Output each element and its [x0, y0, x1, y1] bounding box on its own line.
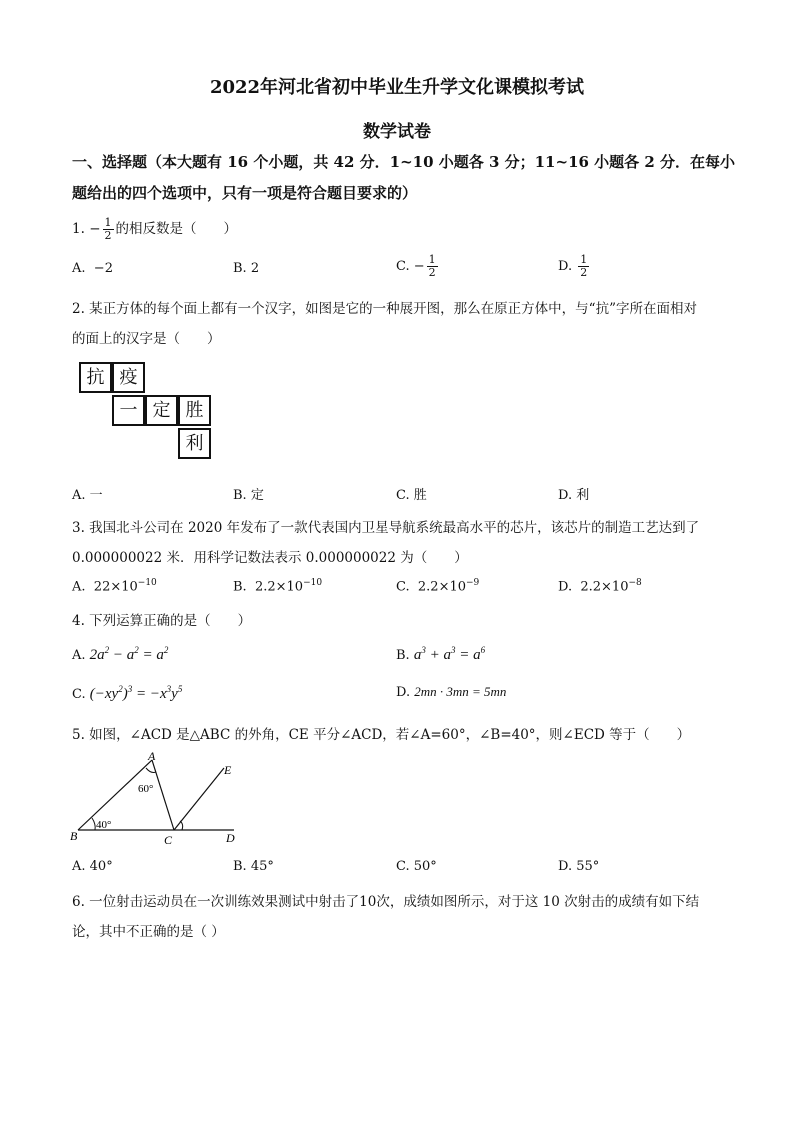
option-label: D.: [558, 488, 573, 503]
math-expression: $2a^2 - a^2 = a^2$: [89, 645, 169, 663]
fraction: [103, 217, 114, 242]
fraction-denominator: 2: [104, 229, 112, 242]
option-label: A.: [72, 648, 86, 663]
q1-option-a: [72, 261, 113, 276]
angle-b-label: 40°: [96, 819, 112, 831]
option-label: B.: [233, 261, 247, 276]
q4-option-b: [396, 645, 485, 664]
option-label: B.: [396, 648, 410, 663]
math-expression: 2mn · 3mn = 5mn: [414, 684, 507, 699]
option-base: 22×10: [93, 579, 138, 595]
label-b: B: [70, 829, 78, 843]
label-d: D: [226, 831, 235, 845]
fraction-numerator: 1: [428, 253, 436, 266]
q4-option-a: [72, 645, 168, 664]
fraction: [427, 254, 438, 279]
q5-option-d: D. 55°: [558, 859, 600, 874]
fraction-denominator: 2: [428, 266, 436, 279]
math-expression: $(-xy^2)^3 = -x^3y^5$: [89, 684, 183, 702]
q2-option-a: [72, 484, 103, 503]
angle-b-arc: [92, 818, 95, 830]
option-base: 2.2×10: [254, 579, 304, 595]
option-label: C.: [72, 687, 86, 702]
option-label: C.: [396, 488, 410, 503]
option-value: 定: [250, 488, 264, 503]
question-3-line2: 0.000000022 米．用科学记数法表示 0.000000022 为（ ）: [72, 550, 468, 566]
q3-option-c: [396, 578, 479, 594]
option-exponent: −10: [137, 578, 157, 588]
option-value: 胜: [413, 488, 427, 503]
question-3-line1: 3. 我国北斗公司在 2020 年发布了一款代表国内卫星导航系统最高水平的芯片，该芯片的制造工艺达到了: [72, 520, 700, 536]
net-cell: 胜: [178, 395, 211, 426]
option-label: D.: [396, 685, 411, 700]
question-2-line1: 2. 某正方体的每个面上都有一个汉字，如图是它的一种展开图，那么在原正方体中，与“抗”字所在面相对: [72, 301, 697, 317]
option-label: C.: [396, 579, 410, 595]
question-6-line2: 论，其中不正确的是（ ）: [72, 924, 225, 940]
option-value: 利: [576, 488, 590, 503]
option-label: A.: [72, 261, 86, 276]
segment-ab: [78, 760, 152, 830]
q5-option-b: B. 45°: [233, 859, 274, 874]
q5-option-a: A. 40°: [72, 859, 113, 874]
question-text: 的相反数是（ ）: [115, 221, 237, 237]
label-a: A: [148, 750, 156, 763]
net-cell: 定: [145, 395, 178, 426]
label-c: C: [164, 833, 173, 847]
q2-option-c: [396, 484, 427, 503]
option-label: D.: [558, 259, 573, 274]
q3-option-b: [233, 578, 322, 594]
option-value: 2: [250, 261, 260, 276]
option-base: 2.2×10: [580, 579, 629, 595]
question-1-stem: [72, 217, 237, 242]
question-4-stem: 4. 下列运算正确的是（ ）: [72, 613, 252, 629]
q5-option-c: C. 50°: [396, 859, 437, 874]
q3-option-a: [72, 578, 157, 594]
q4-option-c: [72, 684, 182, 703]
option-label: B.: [233, 579, 247, 595]
question-number: 1.: [72, 221, 85, 237]
fraction: [578, 254, 589, 279]
net-cell: 疫: [112, 362, 145, 393]
page-title: 2022年河北省初中毕业生升学文化课模拟考试: [209, 77, 585, 98]
q2-option-b: [233, 484, 264, 503]
option-label: A.: [72, 579, 86, 595]
angle-a-label: 60°: [138, 783, 154, 795]
option-value: 一: [89, 488, 103, 503]
math-expression: $a^3 + a^3 = a^6$: [413, 645, 486, 663]
section-heading-line1: 一、选择题（本大题有 16 个小题，共 42 分．1~10 小题各 3 分；11~16 小题各 2 分．在每小: [72, 153, 736, 171]
option-exponent: −8: [628, 578, 642, 588]
section-heading-line2: 题给出的四个选项中，只有一项是符合题目要求的）: [72, 184, 418, 202]
ray-ce: [174, 768, 224, 830]
option-label: A.: [72, 488, 86, 503]
q3-option-d: [558, 578, 642, 594]
q2-option-d: [558, 484, 589, 503]
fraction-denominator: 2: [580, 266, 588, 279]
page-subtitle: 数学试卷: [363, 122, 431, 142]
triangle-figure: [68, 750, 248, 850]
minus-sign: −: [89, 221, 101, 237]
option-label: C.: [396, 259, 410, 274]
question-6-line1: 6. 一位射击运动员在一次训练效果测试中射击了10次，成绩如图所示，对于这 10 次射击的成绩有如下结: [72, 894, 700, 910]
net-cell: 一: [112, 395, 145, 426]
fraction-numerator: 1: [104, 216, 112, 229]
option-exponent: −10: [303, 578, 323, 588]
q1-option-b: [233, 261, 259, 276]
segment-ac: [152, 760, 174, 830]
question-5-stem: 5. 如图，∠ACD 是△ABC 的外角，CE 平分∠ACD，若∠A=60°，∠B=40°，则∠ECD 等于（ ）: [72, 727, 691, 743]
option-exponent: −9: [466, 578, 480, 588]
q1-option-d: [558, 254, 591, 279]
net-cell: 抗: [79, 362, 112, 393]
fraction-numerator: 1: [580, 253, 588, 266]
minus-sign: −: [413, 259, 425, 274]
net-cell: 利: [178, 428, 211, 459]
q1-option-c: [396, 254, 440, 279]
option-label: B.: [233, 488, 247, 503]
option-value: −2: [93, 261, 113, 276]
option-label: D.: [558, 579, 573, 595]
option-base: 2.2×10: [417, 579, 466, 595]
question-2-line2: 的面上的汉字是（ ）: [72, 331, 221, 347]
q4-option-d: [396, 684, 506, 700]
label-e: E: [224, 763, 232, 777]
